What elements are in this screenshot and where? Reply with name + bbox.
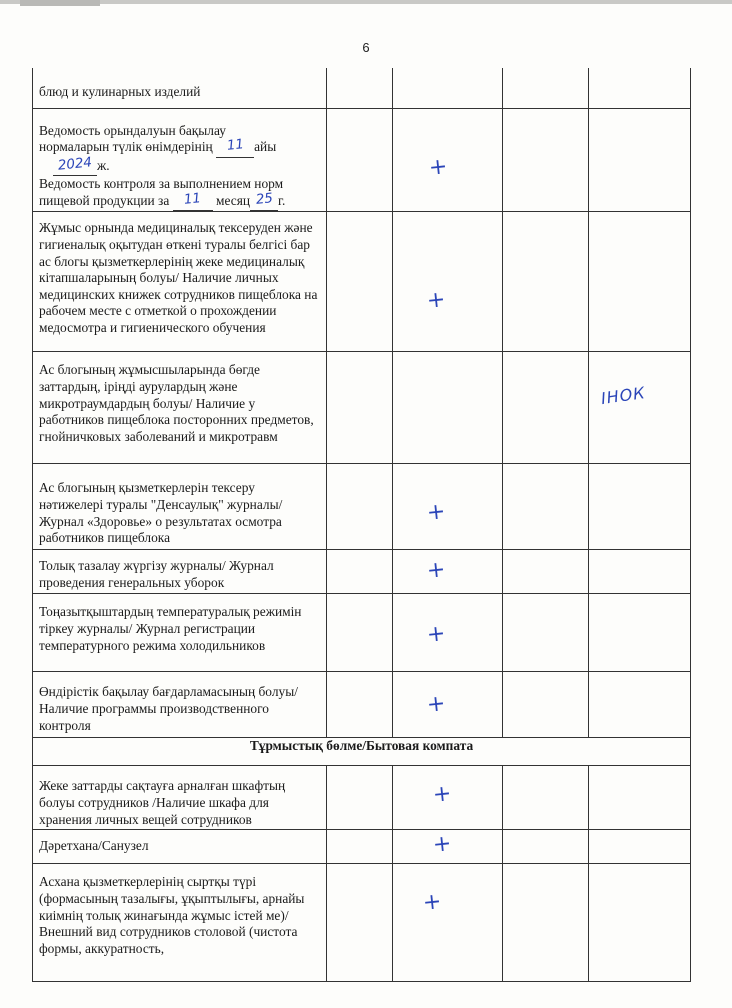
cell bbox=[327, 672, 393, 738]
cell bbox=[327, 212, 393, 352]
cell bbox=[589, 766, 691, 830]
cell bbox=[393, 864, 503, 982]
cell bbox=[393, 594, 503, 672]
row-text: Дәретхана/Санузел bbox=[33, 830, 327, 864]
table-row bbox=[33, 352, 691, 464]
page-number: 6 bbox=[362, 40, 370, 55]
table-row bbox=[33, 830, 691, 864]
table-row bbox=[33, 864, 691, 982]
cell bbox=[327, 68, 393, 108]
cell bbox=[327, 108, 393, 212]
plus-mark: + bbox=[431, 831, 453, 859]
cell bbox=[589, 864, 691, 982]
cell bbox=[393, 464, 503, 550]
table-row bbox=[33, 108, 691, 212]
plus-mark: + bbox=[425, 499, 447, 527]
cell bbox=[589, 68, 691, 108]
cell bbox=[503, 550, 589, 594]
plus-mark: + bbox=[425, 287, 447, 315]
table-row bbox=[33, 464, 691, 550]
cell bbox=[503, 766, 589, 830]
scan-edge-shadow bbox=[20, 0, 100, 6]
cell bbox=[503, 464, 589, 550]
cell bbox=[589, 464, 691, 550]
cell bbox=[393, 352, 503, 464]
handwritten-fill: 11 bbox=[216, 140, 254, 158]
cell bbox=[503, 830, 589, 864]
cell bbox=[327, 594, 393, 672]
cell bbox=[393, 830, 503, 864]
cell bbox=[589, 212, 691, 352]
plus-mark: + bbox=[425, 621, 447, 649]
cell bbox=[393, 212, 503, 352]
plus-mark: + bbox=[427, 153, 449, 181]
cell bbox=[503, 672, 589, 738]
cell bbox=[503, 594, 589, 672]
row-text: Тоңазытқыштардың температуралық режимін тіркеу журналы/ Журнал регистрации температурного режима холодильников bbox=[33, 594, 327, 672]
cell bbox=[589, 594, 691, 672]
row-text: Ас блогының қызметкерлерін тексеру нәтижелері туралы "Денсаулық" журналы/ Журнал «Здоровье» о результатах осмотра работников пищеблока bbox=[33, 464, 327, 550]
cell bbox=[589, 830, 691, 864]
cell bbox=[589, 550, 691, 594]
plus-mark: + bbox=[425, 557, 447, 585]
cell bbox=[589, 108, 691, 212]
handwritten-fill: 2024 bbox=[53, 159, 97, 177]
row-text: Асхана қызметкерлерінің сыртқы түрі (формасының тазалығы, ұқыптылығы, арнайы киімнің толық жинағында жұмыс істей ме)/ Внешний вид сотрудников столовой (чистота формы, аккуратность, bbox=[33, 864, 327, 982]
row-text: Өндірістік бақылау бағдарламасының болуы/ Наличие программы производственного контроля bbox=[33, 672, 327, 738]
cell bbox=[503, 108, 589, 212]
handwritten-fill: 25 bbox=[250, 194, 278, 212]
section-heading: Тұрмыстық бөлме/Бытовая компата bbox=[33, 738, 691, 766]
scan-edge bbox=[0, 0, 732, 4]
cell bbox=[589, 352, 691, 464]
cell bbox=[327, 830, 393, 864]
handwritten-fill: 11 bbox=[173, 194, 213, 212]
checklist-table bbox=[32, 68, 691, 982]
cell bbox=[393, 766, 503, 830]
cell bbox=[503, 68, 589, 108]
row-text: Толық тазалау жүргізу журналы/ Журнал проведения генеральных уборок bbox=[33, 550, 327, 594]
cell bbox=[327, 766, 393, 830]
plus-mark: + bbox=[425, 691, 447, 719]
table-row bbox=[33, 594, 691, 672]
row-text: Жеке заттарды сақтауға арналған шкафтың болуы сотрудников /Наличие шкафа для хранения личных вещей сотрудников bbox=[33, 766, 327, 830]
cell bbox=[393, 550, 503, 594]
table-row bbox=[33, 550, 691, 594]
plus-mark: + bbox=[421, 889, 443, 917]
cell bbox=[327, 464, 393, 550]
cell bbox=[503, 864, 589, 982]
table-row bbox=[33, 212, 691, 352]
row-text: Ас блогының жұмысшыларында бөгде заттардың, іріңді аурулардың және микротраумдардың болуы/ Наличие у работников пищеблока посторонних предметов, гнойничковых заболеваний и микротравм bbox=[33, 352, 327, 464]
row-text: Жұмыс орнында медициналық тексеруден және гигиеналық оқытудан өткені туралы белгісі бар ас блогы қызметкерлерінің жеке медициналық кітапшаларының болуы/ Наличие личных медицинских книжек сотрудников пищеблока на рабочем месте с отметкой о прохождении медосмотра и гигиенического обучения bbox=[33, 212, 327, 352]
cell bbox=[393, 68, 503, 108]
cell bbox=[327, 864, 393, 982]
handwritten-note: ІНОК bbox=[599, 383, 647, 409]
row-text: Ведомость орындалуын бақылау нормаларын түлік өнімдерінің 11 айы 2024 ж. Ведомость контроля за выполнением норм пищевой продукции за 11 месяц 25 г. bbox=[33, 108, 327, 212]
cell bbox=[393, 672, 503, 738]
cell bbox=[589, 672, 691, 738]
cell bbox=[327, 550, 393, 594]
plus-mark: + bbox=[431, 781, 453, 809]
table-row bbox=[33, 766, 691, 830]
cell bbox=[503, 352, 589, 464]
cell bbox=[503, 212, 589, 352]
table-row bbox=[33, 738, 691, 766]
row-text: блюд и кулинарных изделий bbox=[33, 68, 327, 108]
table-row bbox=[33, 68, 691, 108]
table-row bbox=[33, 672, 691, 738]
cell bbox=[327, 352, 393, 464]
cell bbox=[393, 108, 503, 212]
